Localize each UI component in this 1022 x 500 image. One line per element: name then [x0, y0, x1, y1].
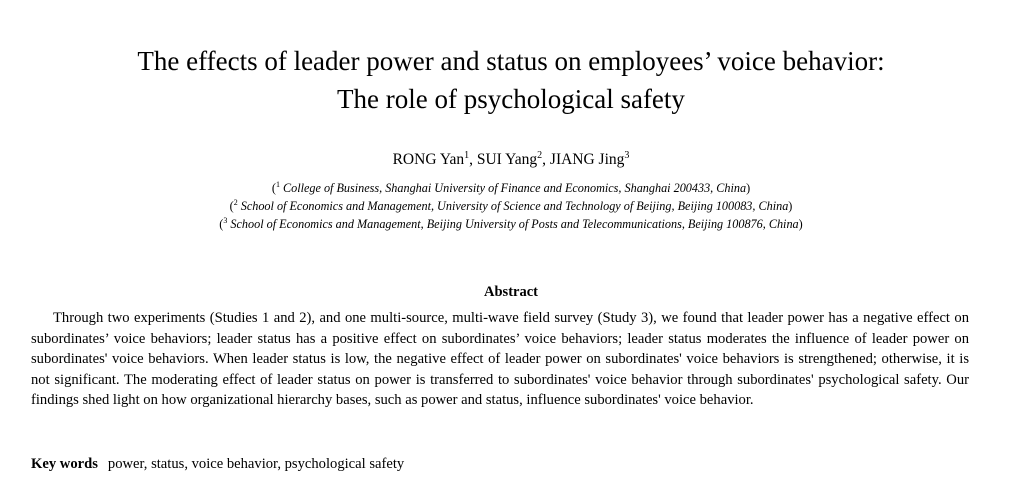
author-affiliation-marker: 1	[464, 149, 470, 161]
affiliation-text: School of Economics and Management, Beijing University of Posts and Telecommunications, Beijing 100876, China	[227, 217, 799, 231]
keywords-line	[31, 454, 404, 474]
keywords-text: power, status, voice behavior, psychological safety	[107, 456, 405, 472]
keywords-label: Key words	[31, 456, 98, 472]
affiliation-number: 2	[233, 197, 238, 207]
affiliation-1: ($^1$ College of Business, Shanghai University of Finance and Economics, Shanghai 200433, China)	[271, 179, 751, 195]
affiliation-text: School of Economics and Management, University of Science and Technology of Beijing, Beijing 100083, China	[237, 199, 789, 213]
paper-title-line-1: The effects of leader power and status on employees’ voice behavior:	[137, 46, 885, 76]
author-list	[0, 150, 1022, 170]
paper-title-line-2: The role of psychological safety	[337, 84, 685, 114]
author-affiliation-marker: 2	[537, 149, 543, 161]
author-separator: ,	[542, 151, 550, 168]
abstract-heading: Abstract	[484, 284, 538, 300]
author-affiliation-marker: 3	[624, 149, 630, 161]
affiliation-number: 1	[275, 179, 280, 189]
author-name: JIANG Jing	[549, 151, 625, 168]
author-name: RONG Yan	[392, 151, 465, 168]
affiliation-2: ($^2$ School of Economics and Management, University of Science and Technology of Beijing, Beijing 100083, China)	[229, 197, 793, 213]
author-name: SUI Yang	[476, 151, 538, 168]
author-separator: ,	[469, 151, 477, 168]
affiliation-3: ($^3$ School of Economics and Management, Beijing University of Posts and Telecommunications, Beijing 100876, China)	[219, 215, 803, 231]
affiliation-text: College of Business, Shanghai University of Finance and Economics, Shanghai 200433, China	[279, 181, 747, 195]
abstract-body: Through two experiments (Studies 1 and 2), and one multi-source, multi-wave field survey (Study 3), we found that leader power has a negative effect on subordinates’ voice behaviors; leader status has a positive effect on subordinates’ voice behaviors; leader status moderates the influence of leader power on subordinates' voice behaviors. When leader status is low, the negative effect of leader power on subordinates' voice behaviors is strengthened; otherwise, it is not significant. The moderating effect of leader status on power is transferred to subordinates' voice behavior through subordinates' psychological safety. Our findings shed light on how organizational hierarchy bases, such as power and status, influence subordinates' voice behavior.	[31, 310, 969, 409]
affiliation-number: 3	[223, 215, 228, 225]
